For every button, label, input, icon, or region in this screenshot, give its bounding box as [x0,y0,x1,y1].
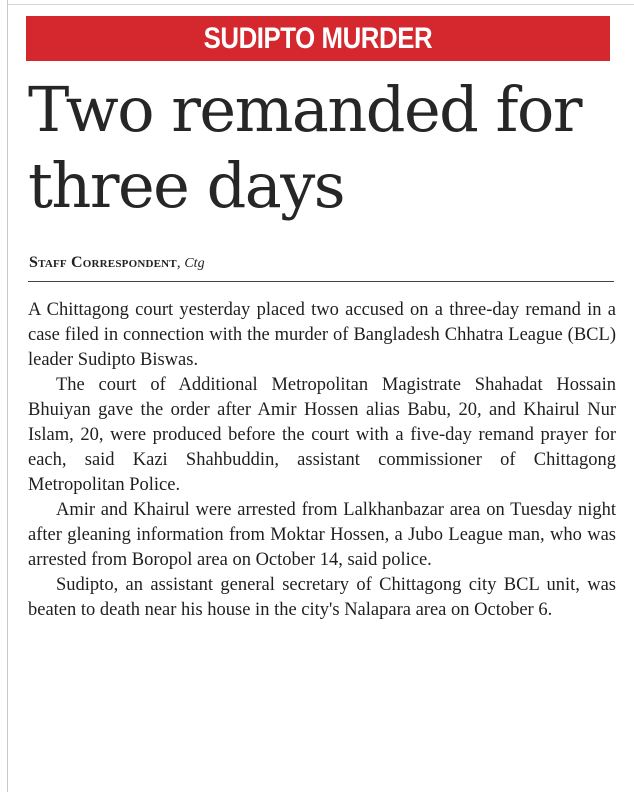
top-border [7,4,634,5]
article-paragraph-4: Sudipto, an assistant general secretary of Chittagong city BCL unit, was beaten to death near his house in the city's Nalapara area on October 6. [28,575,616,620]
byline-location: Ctg [184,256,205,271]
byline-name: Staff Correspondent [29,254,177,271]
byline [29,254,205,272]
article-paragraph-3: Amir and Khairul were arrested from Lalkhanbazar area on Tuesday night after gleaning information from Moktar Hossen, a Jubo League man, who was arrested from Boropol area on October 14, said police. [28,500,616,570]
kicker-text: SUDIPTO MURDER [203,21,433,55]
article-body [28,298,616,623]
byline-rule [28,281,614,282]
left-border [7,0,8,792]
headline-line-1: Two remanded for [28,73,581,146]
headline [28,72,628,224]
headline-line-2: three days [28,149,345,222]
kicker-banner [26,16,610,61]
article-paragraph-1: A Chittagong court yesterday placed two accused on a three-day remand in a case filed in connection with the murder of Bangladesh Chhatra League (BCL) leader Sudipto Biswas. [28,300,616,370]
byline-separator: , [176,255,185,271]
article-paragraph-2: The court of Additional Metropolitan Magistrate Shahadat Hossain Bhuiyan gave the order after Amir Hossen alias Babu, 20, and Khairul Nur Islam, 20, were produced before the court with a five-day remand prayer for each, said Kazi Shahbuddin, assistant commissioner of Chittagong Metropolitan Police. [28,375,616,495]
